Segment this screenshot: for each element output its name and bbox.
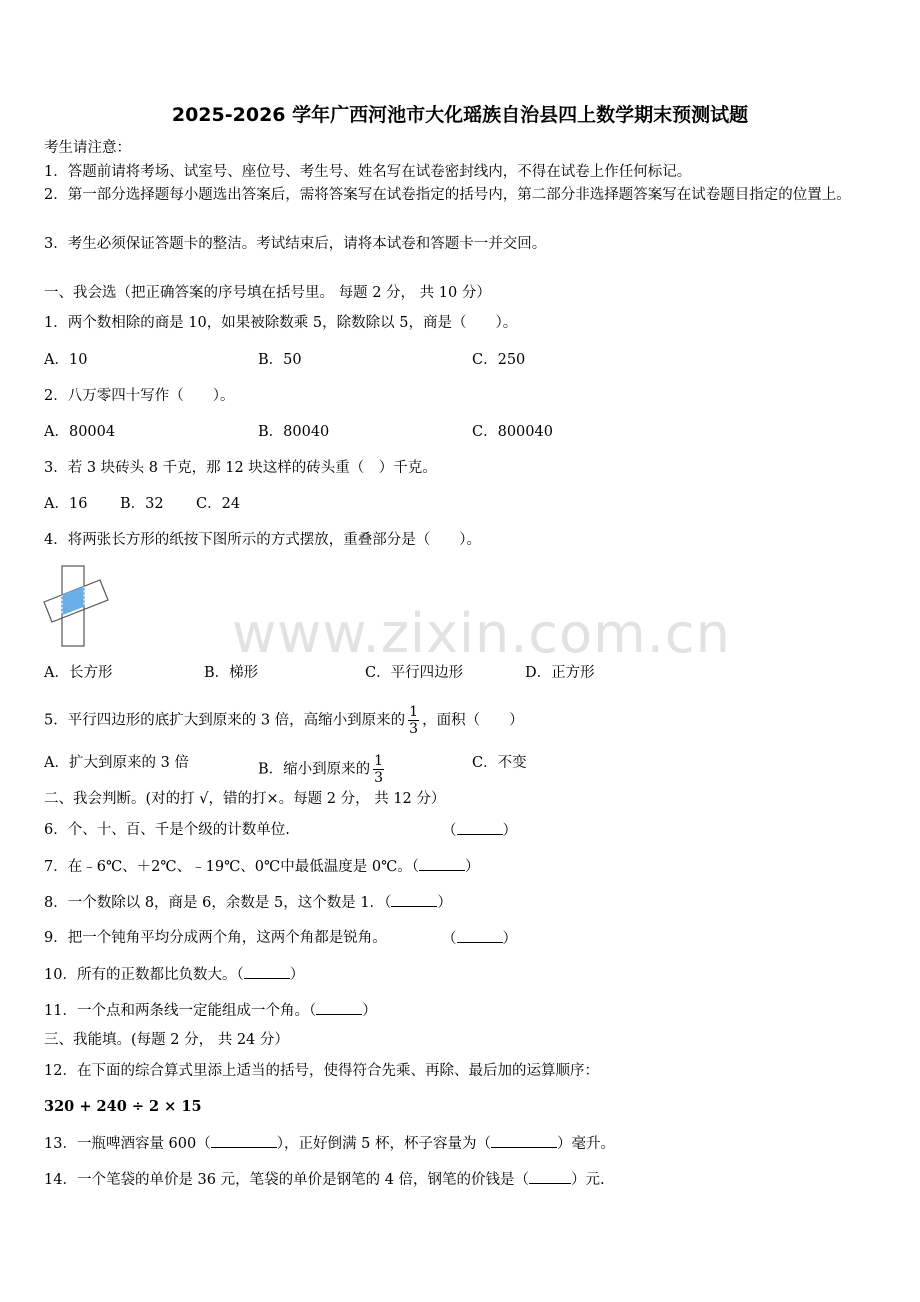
question-8 (44, 892, 452, 913)
q1-option-c: C．250 (472, 352, 526, 368)
q14-blank[interactable] (529, 1169, 571, 1184)
blank-line[interactable] (457, 928, 503, 943)
section-1-heading: 一、我会选（把正确答案的序号填在括号里。 每题 2 分， 共 10 分） (44, 285, 491, 301)
q3-option-c: C．24 (196, 496, 241, 512)
question-10 (44, 964, 304, 985)
question-14 (44, 1169, 605, 1190)
watermark: www.zixin.com.cn (232, 602, 731, 665)
blank-line[interactable] (419, 856, 465, 871)
paren-close: ） (289, 967, 305, 983)
blank-line[interactable] (457, 820, 503, 835)
question-4: 4．将两张长方形的纸按下图所示的方式摆放，重叠部分是（ ）。 (44, 532, 481, 548)
q6-answer-blank[interactable] (442, 820, 517, 841)
overlapping-rectangles-figure (40, 562, 114, 650)
blank-line[interactable] (391, 892, 437, 907)
fraction-numerator: 1 (409, 704, 419, 720)
q4-option-a: A．长方形 (44, 665, 113, 681)
paren-close: ） (437, 895, 452, 911)
paren-close: ） (465, 859, 480, 875)
q5-option-a: A．扩大到原来的 3 倍 (44, 755, 189, 771)
q13-blank-2[interactable] (491, 1133, 557, 1148)
q2-option-c: C．800040 (472, 424, 553, 440)
q3-option-a: A．16 (44, 496, 88, 512)
section-3-heading: 三、我能填。(每题 2 分， 共 24 分） (44, 1032, 289, 1048)
q5-option-b (258, 753, 387, 786)
question-13 (44, 1133, 615, 1154)
question-7 (44, 856, 480, 877)
question-12: 12．在下面的综合算式里添上适当的括号，使得符合先乘、再除、最后加的运算顺序： (44, 1063, 599, 1079)
q13-blank-1[interactable] (211, 1133, 277, 1148)
paren-close: ） (362, 1003, 377, 1019)
question-2: 2．八万零四十写作（ ）。 (44, 388, 235, 404)
q10-text: 10．所有的正数都比负数大。 (44, 967, 237, 983)
q14-text-2: ）元. (571, 1172, 605, 1188)
q4-option-d: D．正方形 (525, 665, 595, 681)
q4-option-b: B．梯形 (204, 665, 259, 681)
page-title: 2025-2026 学年广西河池市大化瑶族自治县四上数学期末预测试题 (171, 104, 749, 126)
section-2-heading: 二、我会判断。(对的打 √，错的打×。每题 2 分， 共 12 分） (44, 791, 446, 807)
notice-item-1: 1．答题前请将考场、试室号、座位号、考生号、姓名写在试卷密封线内，不得在试卷上作任何标记。 (44, 164, 692, 180)
q13-text-3: ）毫升。 (556, 1136, 615, 1152)
question-6: 6．个、十、百、千是个级的计数单位. (44, 822, 290, 838)
paren-close: ） (502, 931, 517, 947)
paren-open: （ (308, 1003, 317, 1019)
q11-answer-blank[interactable] (309, 1003, 377, 1019)
paren-open: （ (442, 931, 457, 947)
q10-answer-blank[interactable] (236, 967, 304, 983)
question-5 (44, 704, 524, 737)
q2-option-a: A．80004 (44, 424, 116, 440)
q4-option-c: C．平行四边形 (365, 665, 464, 681)
q7-text: 7．在﹣6℃、＋2℃、﹣19℃、0℃中最低温度是 0℃。 (44, 859, 412, 875)
q13-text-2: ），正好倒满 5 杯，杯子容量为（ (276, 1136, 491, 1152)
fraction-one-third (408, 704, 419, 737)
fraction-denominator: 3 (409, 721, 419, 737)
q2-option-b: B．80040 (258, 424, 330, 440)
q1-option-b: B．50 (258, 352, 302, 368)
paren-open: （ (411, 859, 420, 875)
q1-option-a: A．10 (44, 352, 88, 368)
notice-item-3: 3．考生必须保证答题卡的整洁。考试结束后，请将本试卷和答题卡一并交回。 (44, 236, 547, 252)
question-11 (44, 1000, 377, 1021)
q7-answer-blank[interactable] (412, 859, 480, 875)
q11-text: 11．一个点和两条线一定能组成一个角。 (44, 1003, 309, 1019)
q13-text-1: 13．一瓶啤酒容量 600（ (44, 1136, 211, 1152)
fraction-denominator: 3 (374, 770, 384, 786)
q14-text-1: 14．一个笔袋的单价是 36 元，笔袋的单价是钢笔的 4 倍，钢笔的价钱是（ (44, 1172, 530, 1188)
q3-option-b: B．32 (120, 496, 164, 512)
notice-heading: 考生请注意： (44, 140, 131, 156)
fraction-numerator: 1 (374, 753, 384, 769)
paren-open: （ (384, 895, 392, 911)
q5-text-before: 5．平行四边形的底扩大到原来的 3 倍，高缩小到原来的 (44, 712, 406, 729)
paren-open: （ (236, 967, 244, 983)
q8-text: 8．一个数除以 8，商是 6，余数是 5，这个数是 1． (44, 895, 385, 911)
q12-expression: 320 + 240 ÷ 2 × 15 (44, 1098, 202, 1115)
q5-text-after: ，面积（ ） (422, 712, 524, 729)
question-3: 3．若 3 块砖头 8 千克，那 12 块这样的砖头重（ ）千克。 (44, 460, 437, 476)
q5-option-b-text: B．缩小到原来的 (258, 761, 371, 778)
fraction-one-third (373, 753, 384, 786)
q5-option-c: C．不变 (472, 755, 527, 771)
blank-line[interactable] (244, 964, 290, 979)
question-1: 1．两个数相除的商是 10，如果被除数乘 5，除数除以 5，商是（ ）。 (44, 315, 518, 331)
q8-answer-blank[interactable] (384, 895, 452, 911)
paren-close: ） (502, 823, 517, 839)
paren-open: （ (442, 823, 457, 839)
blank-line[interactable] (316, 1000, 362, 1015)
question-9: 9．把一个钝角平均分成两个角，这两个角都是锐角。 (44, 930, 387, 946)
notice-item-2: 2．第一部分选择题每小题选出答案后，需将答案写在试卷指定的括号内，第二部分非选择题答案写在试卷题目指定的位置上。 (44, 187, 851, 203)
q9-answer-blank[interactable] (442, 928, 517, 949)
